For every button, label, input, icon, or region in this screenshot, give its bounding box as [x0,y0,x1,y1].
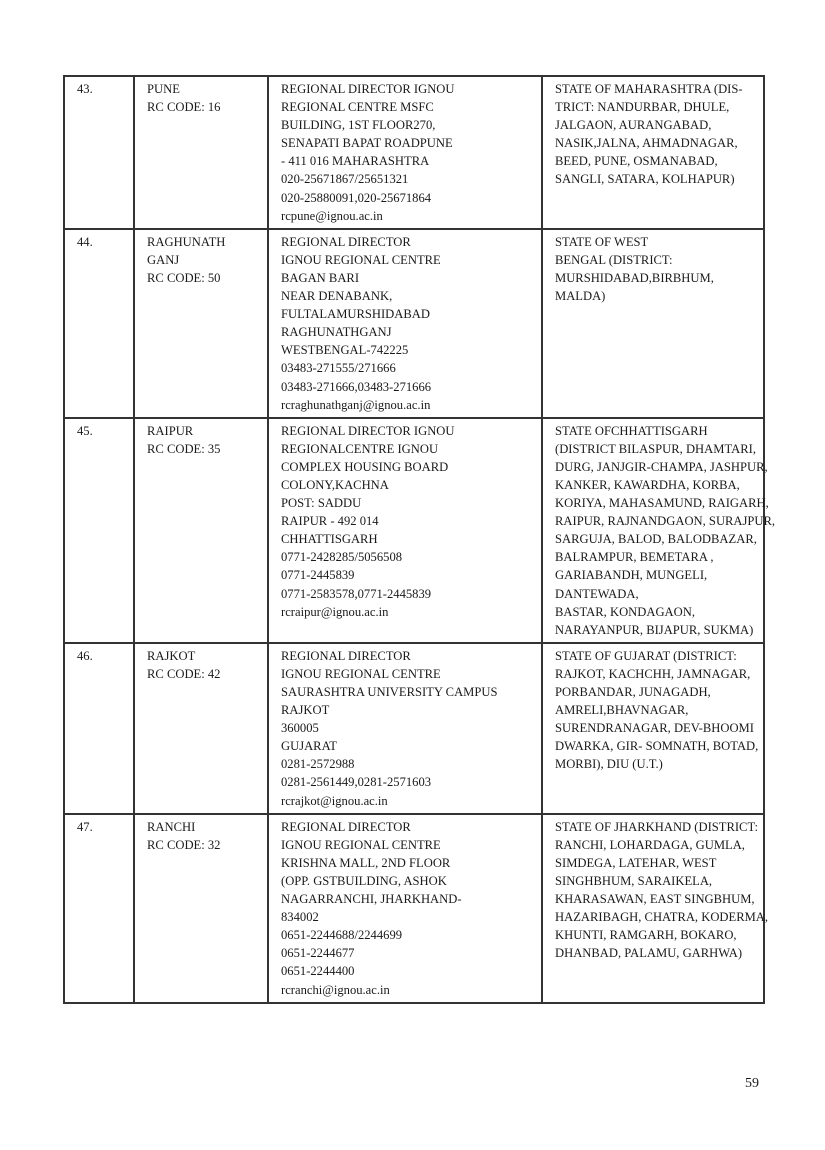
jurisdiction-cell [542,814,769,1003]
address-line: 0771-2428285/5056508 [281,550,403,565]
jurisdiction-line: PORBANDAR, JUNAGADH, [555,685,711,699]
address-line: 0771-2583578,0771-2445839 [281,586,432,601]
address-line: NAGARRANCHI, JHARKHAND- [281,892,462,907]
serial-number-cell: 45. [64,418,134,643]
jurisdiction-line: KHUNTI, RAMGARH, BOKARO, [555,928,737,943]
address-cell [268,418,542,643]
address-line: SAURASHTRA UNIVERSITY CAMPUS [281,685,498,699]
address-line: KRISHNA MALL, 2ND FLOOR [281,855,451,870]
regional-centres-table [63,75,776,1004]
centre-name-cell [134,76,268,229]
jurisdiction-line: GARIABANDH, MUNGELI, [555,568,708,583]
jurisdiction-line: BALRAMPUR, BEMETARA , [555,550,714,565]
address-line: IGNOU REGIONAL CENTRE [281,666,441,681]
address-line: BUILDING, 1ST FLOOR270, [281,118,436,133]
jurisdiction-line: RANCHI, LOHARDAGA, GUMLA, [555,837,745,852]
jurisdiction-line: STATE OF JHARKHAND (DISTRICT: [555,819,759,834]
centre-name-line: RC CODE: 35 [147,441,221,456]
jurisdiction-line: NARAYANPUR, BIJAPUR, SUKMA) [555,622,754,637]
jurisdiction-line: KANKER, KAWARDHA, KORBA, [555,477,740,492]
address-line: POST: SADDU [281,496,362,511]
address-line: REGIONALCENTRE IGNOU [281,441,439,456]
address-line: rcraghunathganj@ignou.ac.in [281,397,431,412]
address-line: 0651-2244400 [281,964,355,979]
address-line: CHHATTISGARH [281,532,378,547]
jurisdiction-line: SARGUJA, BALOD, BALODBAZAR, [555,532,757,547]
jurisdiction-line: KHARASAWAN, EAST SINGBHUM, [555,892,755,907]
jurisdiction-line: SURENDRANAGAR, DEV-BHOOMI [555,721,754,736]
address-cell [268,229,542,418]
jurisdiction-line: KORIYA, MAHASAMUND, RAIGARH, [555,496,769,511]
jurisdiction-line: STATE OF GUJARAT (DISTRICT: [555,648,737,663]
jurisdiction-line: RAJKOT, KACHCHH, JAMNAGAR, [555,666,751,681]
address-line: rcraipur@ignou.ac.in [281,604,389,619]
address-line: 020-25671867/25651321 [281,172,409,187]
jurisdiction-line: STATE OF WEST [555,234,649,249]
jurisdiction-line: SANGLI, SATARA, KOLHAPUR) [555,172,735,187]
centre-name-line: RC CODE: 16 [147,100,221,115]
address-line: 0281-2572988 [281,757,355,772]
regional-centres-table-body [64,76,776,1003]
table-row [64,229,764,418]
jurisdiction-line: STATE OF MAHARASHTRA (DIS- [555,82,743,96]
serial-number-cell: 46. [64,643,134,814]
jurisdiction-line: SINGHBHUM, SARAIKELA, [555,873,713,888]
address-line: REGIONAL DIRECTOR [281,648,411,663]
jurisdiction-line: STATE OFCHHATTISGARH [555,423,708,438]
jurisdiction-line: TRICT: NANDURBAR, DHULE, [555,100,730,115]
address-line: IGNOU REGIONAL CENTRE [281,837,441,852]
address-line: BAGAN BARI [281,270,360,285]
table-row [64,643,764,814]
jurisdiction-line: BEED, PUNE, OSMANABAD, [555,154,718,169]
jurisdiction-line: BENGAL (DISTRICT: [555,252,673,267]
centre-name-line: RAGHUNATH [147,234,226,249]
address-cell [268,76,542,229]
address-line: REGIONAL DIRECTOR IGNOU [281,82,455,96]
jurisdiction-line: DURG, JANJGIR-CHAMPA, JASHPUR, [555,459,768,474]
address-line: FULTALAMURSHIDABAD [281,307,430,322]
centre-name-cell [134,814,268,1003]
address-cell [268,814,542,1003]
address-line: REGIONAL CENTRE MSFC [281,100,434,115]
jurisdiction-line: NASIK,JALNA, AHMADNAGAR, [555,136,738,151]
address-line: REGIONAL DIRECTOR [281,819,411,834]
centre-name-line: RC CODE: 50 [147,270,221,285]
centre-name-line: RAIPUR [147,423,194,438]
centre-name-line: GANJ [147,252,180,267]
jurisdiction-line: (DISTRICT BILASPUR, DHAMTARI, [555,441,756,456]
address-line: IGNOU REGIONAL CENTRE [281,252,441,267]
jurisdiction-line: MORBI), DIU (U.T.) [555,757,663,772]
address-line: RAJKOT [281,703,330,718]
address-line: SENAPATI BAPAT ROADPUNE [281,136,453,151]
jurisdiction-line: MALDA) [555,289,606,304]
address-line: 03483-271555/271666 [281,361,396,376]
address-line: NEAR DENABANK, [281,289,393,304]
jurisdiction-line: AMRELI,BHAVNAGAR, [555,703,689,718]
jurisdiction-cell [542,229,764,418]
jurisdiction-line: HAZARIBAGH, CHATRA, KODERMA, [555,910,769,925]
address-cell [268,643,542,814]
address-line: 360005 [281,721,319,736]
address-line: 03483-271666,03483-271666 [281,379,432,394]
jurisdiction-cell [542,643,764,814]
page-number: 59 [745,1076,759,1091]
jurisdiction-line: SIMDEGA, LATEHAR, WEST [555,855,717,870]
centre-name-cell [134,229,268,418]
address-line: 020-25880091,020-25671864 [281,190,432,205]
serial-number-cell: 47. [64,814,134,1003]
address-line: 0651-2244688/2244699 [281,928,403,943]
centre-name-line: RANCHI [147,819,196,834]
jurisdiction-line: BASTAR, KONDAGAON, [555,604,695,619]
address-line: - 411 016 MAHARASHTRA [281,154,430,169]
address-line: COMPLEX HOUSING BOARD [281,459,449,474]
address-line: rcranchi@ignou.ac.in [281,982,390,997]
centre-name-cell [134,643,268,814]
table-row [64,76,764,229]
address-line: RAIPUR - 492 014 [281,514,379,529]
table-row [64,814,764,1003]
address-line: GUJARAT [281,739,337,754]
jurisdiction-cell [542,76,764,229]
jurisdiction-line: DWARKA, GIR- SOMNATH, BOTAD, [555,739,759,754]
address-line: REGIONAL DIRECTOR [281,234,411,249]
address-line: 0651-2244677 [281,946,355,961]
address-line: rcpune@ignou.ac.in [281,208,383,223]
jurisdiction-line: MURSHIDABAD,BIRBHUM, [555,270,714,285]
centre-name-line: PUNE [147,82,180,96]
jurisdiction-line: JALGAON, AURANGABAD, [555,118,712,133]
address-line: rcrajkot@ignou.ac.in [281,793,388,808]
serial-number-cell: 44. [64,229,134,418]
table-row [64,418,764,643]
jurisdiction-line: DHANBAD, PALAMU, GARHWA) [555,946,743,961]
address-line: 0771-2445839 [281,568,355,583]
centre-name-line: RC CODE: 32 [147,837,221,852]
address-line: REGIONAL DIRECTOR IGNOU [281,423,455,438]
address-line: 0281-2561449,0281-2571603 [281,775,432,790]
jurisdiction-cell [542,418,776,643]
centre-name-line: RC CODE: 42 [147,666,221,681]
address-line: 834002 [281,910,319,925]
jurisdiction-line: DANTEWADA, [555,586,639,601]
centre-name-cell [134,418,268,643]
address-line: COLONY,KACHNA [281,477,389,492]
address-line: RAGHUNATHGANJ [281,325,392,340]
jurisdiction-line: RAIPUR, RAJNANDGAON, SURAJPUR, [555,514,776,529]
centre-name-line: RAJKOT [147,648,196,663]
serial-number-cell: 43. [64,76,134,229]
address-line: WESTBENGAL-742225 [281,343,409,358]
address-line: (OPP. GSTBUILDING, ASHOK [281,873,447,888]
